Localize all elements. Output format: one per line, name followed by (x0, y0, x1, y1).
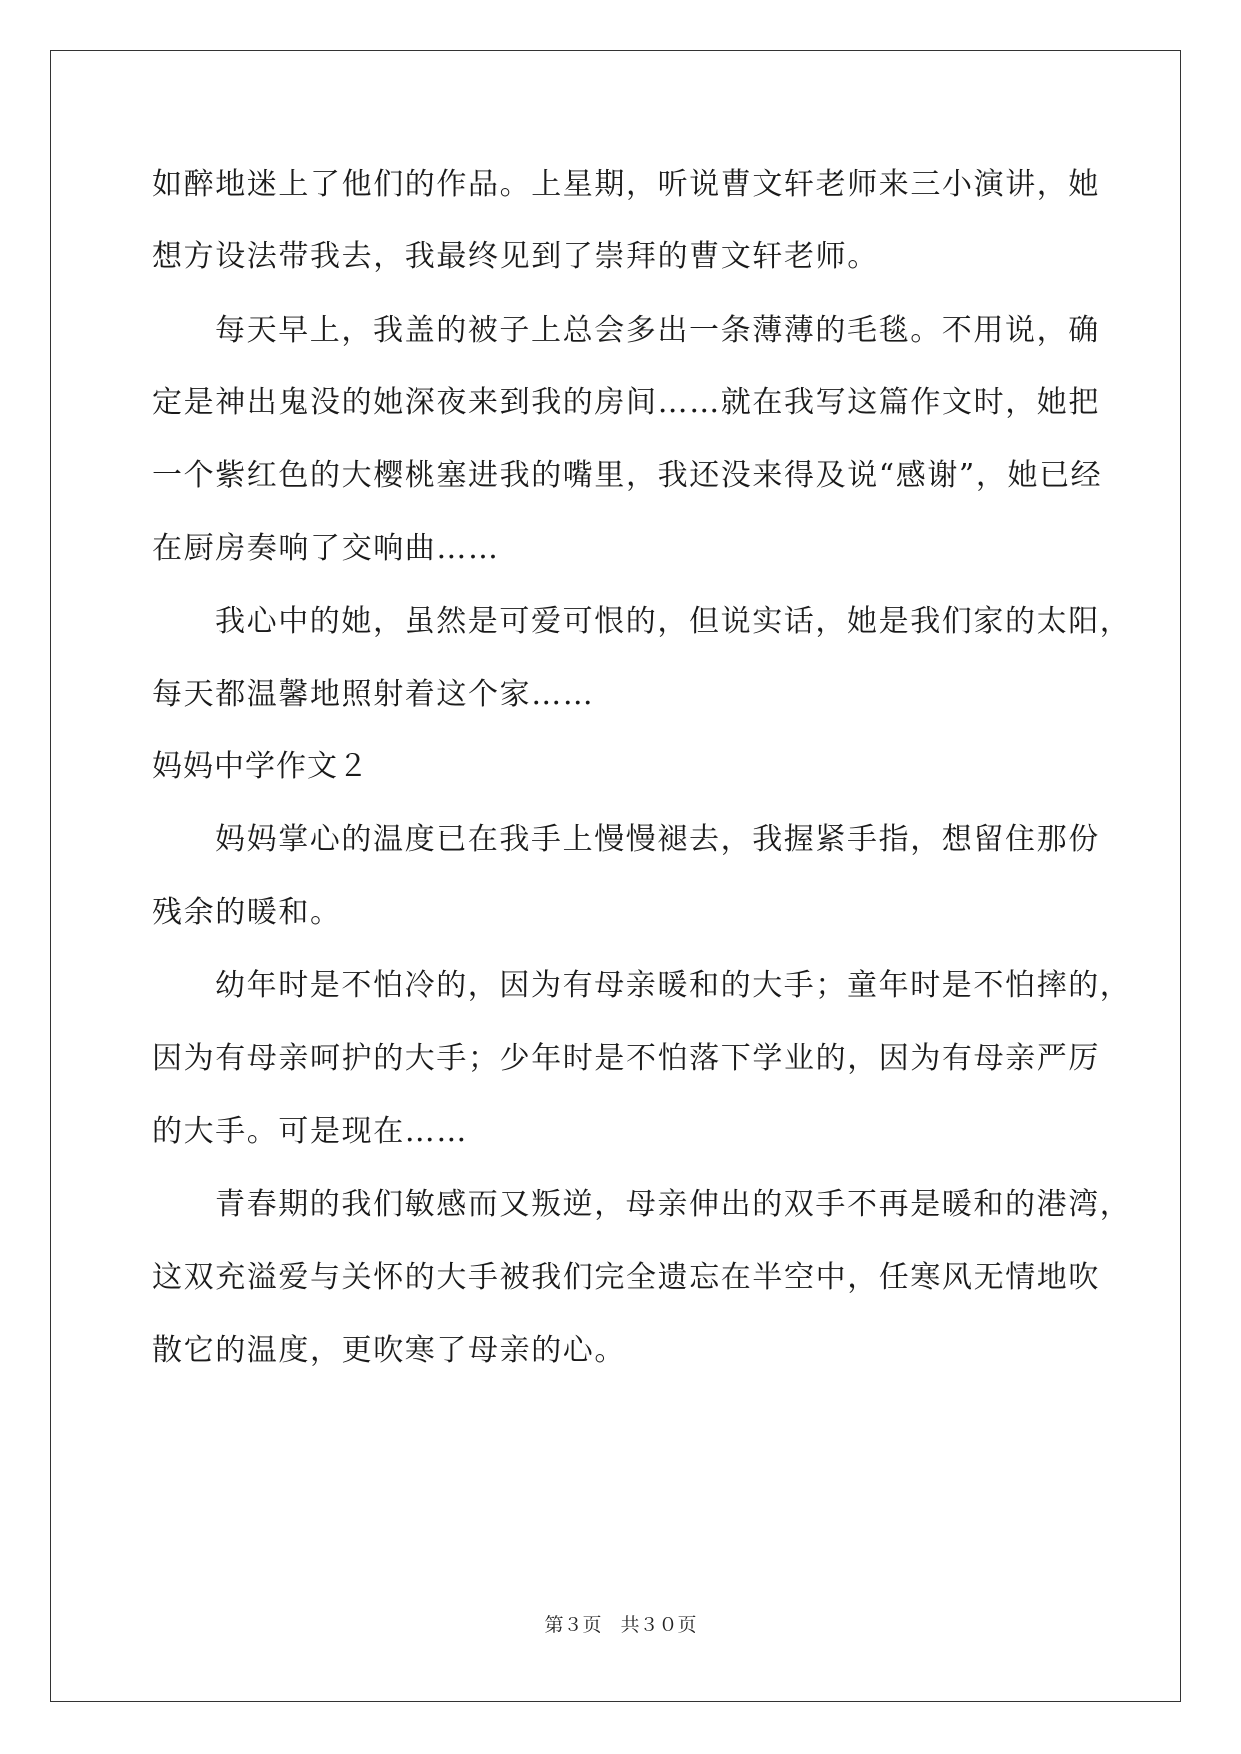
page-border (50, 50, 1181, 1702)
text-line: 这双充溢爱与关怀的大手被我们完全遗忘在半空中，任寒风无情地吹 (152, 1260, 1100, 1295)
text-line: 想方设法带我去，我最终见到了崇拜的曹文轩老师。 (152, 239, 879, 274)
page-footer (0, 1613, 1241, 1637)
text-line: 如醉地迷上了他们的作品。上星期，听说曹文轩老师来三小演讲，她 (152, 167, 1100, 202)
text-line: 青春期的我们敏感而又叛逆，母亲伸出的双手不再是暖和的港湾， (215, 1187, 1132, 1222)
text-line: 妈妈掌心的温度已在我手上慢慢褪去，我握紧手指，想留住那份 (215, 822, 1100, 857)
text-line: 在厨房奏响了交响曲…… (152, 531, 500, 566)
text-line: 因为有母亲呵护的大手；少年时是不怕落下学业的，因为有母亲严厉 (152, 1041, 1100, 1076)
text-line: 残余的暖和。 (152, 895, 342, 930)
text-line: 散它的温度，更吹寒了母亲的心。 (152, 1333, 626, 1368)
page-number: 第３页 共３０页 (544, 1614, 697, 1636)
text-line: 每天都温馨地照射着这个家…… (152, 677, 595, 712)
text-line: 每天早上，我盖的被子上总会多出一条薄薄的毛毯。不用说，确 (215, 313, 1100, 348)
section-heading: 妈妈中学作文２ (152, 749, 369, 784)
text-line: 定是神出鬼没的她深夜来到我的房间……就在我写这篇作文时，她把 (152, 385, 1100, 420)
text-line: 我心中的她，虽然是可爱可恨的，但说实话，她是我们家的太阳， (215, 604, 1132, 639)
text-line: 幼年时是不怕冷的，因为有母亲暖和的大手；童年时是不怕摔的， (215, 968, 1132, 1003)
text-line: 的大手。可是现在…… (152, 1114, 468, 1149)
text-line: 一个紫红色的大樱桃塞进我的嘴里，我还没来得及说“感谢”，她已经 (152, 458, 1103, 493)
